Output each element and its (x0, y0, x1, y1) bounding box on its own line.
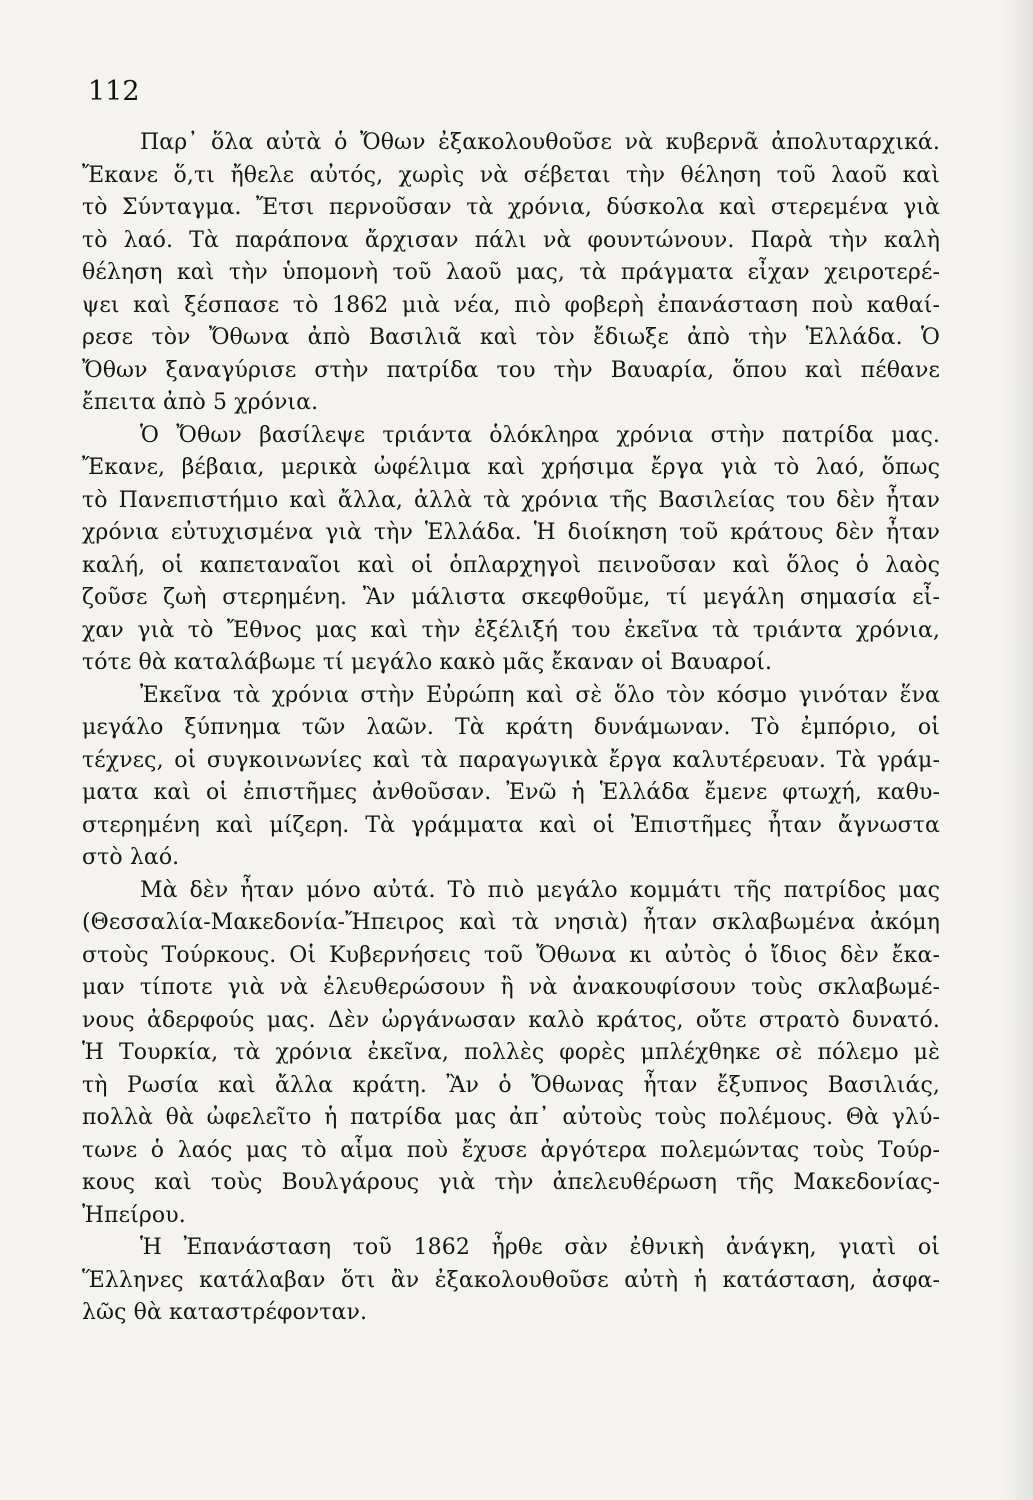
text-line: στοὺς Τούρκους. Οἱ Κυβερνήσεις τοῦ Ὄθωνα κι αὐτὸς ὁ ἴδιος δὲν ἔκα- (82, 942, 940, 968)
text-line: τὴ Ρωσία καὶ ἄλλα κράτη. Ἂν ὁ Ὄθωνας ἦταν ἔξυπνος Βασιλιάς, (82, 1072, 940, 1098)
paragraph (82, 127, 940, 420)
text-line: Ἔκανε, βέβαια, μερικὰ ὠφέλιμα καὶ χρήσιμα ἔργα γιὰ τὸ λαό, ὅπως (82, 455, 940, 480)
text-line: Ἔκανε ὅ,τι ἤθελε αὐτός, χωρὶς νὰ σέβεται τὴν θέληση τοῦ λαοῦ καὶ (82, 162, 940, 188)
text-line: Ὁ Ὄθων βασίλεψε τριάντα ὁλόκληρα χρόνια στὴν πατρίδα μας. (140, 422, 940, 448)
text-line: χαν γιὰ τὸ Ἔθνος μας καὶ τὴν ἐξέλιξή του ἐκεῖνα τὰ τριάντα χρόνια, (82, 617, 940, 643)
text-line: μεγάλο ξύπνημα τῶν λαῶν. Τὰ κράτη δυνάμωναν. Τὸ ἐμπόριο, οἱ (82, 715, 940, 740)
text-line: ματα καὶ οἱ ἐπιστῆμες ἀνθοῦσαν. Ἐνῶ ἡ Ἑλλάδα ἔμενε φτωχή, καθυ- (82, 780, 940, 805)
text-line: Παρ᾿ ὅλα αὐτὰ ὁ Ὄθων ἐξακολουθοῦσε νὰ κυβερνᾶ ἀπολυταρχικά. (140, 130, 940, 155)
text-line: Ἠπείρου. (82, 1202, 186, 1228)
text-line: καλή, οἱ καπεταναῖοι καὶ οἱ ὁπλαρχηγοὶ πεινοῦσαν καὶ ὅλος ὁ λαὸς (82, 552, 940, 578)
page-edge-shadow (1003, 0, 1033, 1500)
text-line: στὸ λαό. (82, 845, 180, 870)
text-line: χρόνια εὐτυχισμένα γιὰ τὴν Ἑλλάδα. Ἡ διοίκηση τοῦ κράτους δὲν ἦταν (82, 520, 940, 545)
body-text (82, 127, 940, 1330)
paragraph (82, 875, 940, 1233)
text-line: τότε θὰ καταλάβωμε τί μεγάλο κακὸ μᾶς ἔκαναν οἱ Βαυαροί. (82, 650, 773, 675)
text-line: (Θεσσαλία-Μακεδονία-Ἤπειρος καὶ τὰ νησιὰ) ἦταν σκλαβωμένα ἀκόμη (82, 910, 940, 935)
text-line: νους ἀδερφούς μας. Δὲν ὠργάνωσαν καλὸ κράτος, οὔτε στρατὸ δυνατό. (82, 1007, 940, 1033)
text-line: πολλὰ θὰ ὠφελεῖτο ἡ πατρίδα μας ἀπ᾿ αὐτοὺς τοὺς πολέμους. Θὰ γλύ- (82, 1105, 940, 1130)
text-line: ἔπειτα ἀπὸ 5 χρόνια. (82, 390, 319, 415)
text-line: στερημένη καὶ μίζερη. Τὰ γράμματα καὶ οἱ Ἐπιστῆμες ἦταν ἄγνωστα (82, 812, 940, 838)
text-line: ρεσε τὸν Ὄθωνα ἀπὸ Βασιλιᾶ καὶ τὸν ἔδιωξε ἀπὸ τὴν Ἑλλάδα. Ὁ (82, 325, 940, 350)
paragraph (82, 1232, 940, 1330)
text-line: τὸ Σύνταγμα. Ἔτσι περνοῦσαν τὰ χρόνια, δύσκολα καὶ στερεμένα γιὰ (82, 195, 940, 220)
text-line: Ἕλληνες κατάλαβαν ὅτι ἂν ἐξακολουθοῦσε αὐτὴ ἡ κατάσταση, ἀσφα- (82, 1267, 940, 1293)
text-line: κους καὶ τοὺς Βουλγάρους γιὰ τὴν ἀπελευθέρωση τῆς Μακεδονίας- (82, 1170, 940, 1195)
text-line: ζοῦσε ζωὴ στερημένη. Ἂν μάλιστα σκεφθοῦμε, τί μεγάλη σημασία εἶ- (82, 585, 940, 610)
paragraph (82, 420, 940, 680)
text-line: τὸ λαό. Τὰ παράπονα ἄρχισαν πάλι νὰ φουντώνουν. Παρὰ τὴν καλὴ (82, 227, 940, 253)
text-line: μαν τίποτε γιὰ νὰ ἐλευθερώσουν ἢ νὰ ἀνακουφίσουν τοὺς σκλαβωμέ- (82, 975, 940, 1000)
text-line: Ἡ Τουρκία, τὰ χρόνια ἐκεῖνα, πολλὲς φορὲς μπλέχθηκε σὲ πόλεμο μὲ (82, 1040, 940, 1065)
text-line: Ἡ Ἐπανάσταση τοῦ 1862 ἦρθε σὰν ἐθνικὴ ἀνάγκη, γιατὶ οἱ (140, 1235, 940, 1260)
text-line: ψει καὶ ξέσπασε τὸ 1862 μιὰ νέα, πιὸ φοβερὴ ἐπανάσταση ποὺ καθαί- (82, 292, 940, 318)
text-line: τέχνες, οἱ συγκοινωνίες καὶ τὰ παραγωγικὰ ἔργα καλυτέρευαν. Τὰ γράμ- (82, 747, 940, 773)
page-number: 112 (88, 76, 140, 107)
text-line: Ὄθων ξαναγύρισε στὴν πατρίδα του τὴν Βαυαρία, ὅπου καὶ πέθανε (82, 357, 940, 383)
text-line: τωνε ὁ λαός μας τὸ αἷμα ποὺ ἔχυσε ἀργότερα πολεμώντας τοὺς Τούρ- (82, 1137, 940, 1163)
text-line: τὸ Πανεπιστήμιο καὶ ἄλλα, ἀλλὰ τὰ χρόνια τῆς Βασιλείας του δὲν ἦταν (82, 487, 940, 513)
text-line: Μὰ δὲν ἦταν μόνο αὐτά. Τὸ πιὸ μεγάλο κομμάτι τῆς πατρίδος μας (140, 877, 940, 903)
text-line: θέληση καὶ τὴν ὑπομονὴ τοῦ λαοῦ μας, τὰ πράγματα εἶχαν χειροτερέ- (82, 260, 940, 285)
text-line: λῶς θὰ καταστρέφονταν. (82, 1300, 368, 1325)
text-line: Ἐκεῖνα τὰ χρόνια στὴν Εὐρώπη καὶ σὲ ὅλο τὸν κόσμο γινόταν ἕνα (140, 682, 940, 708)
paragraph (82, 680, 940, 875)
